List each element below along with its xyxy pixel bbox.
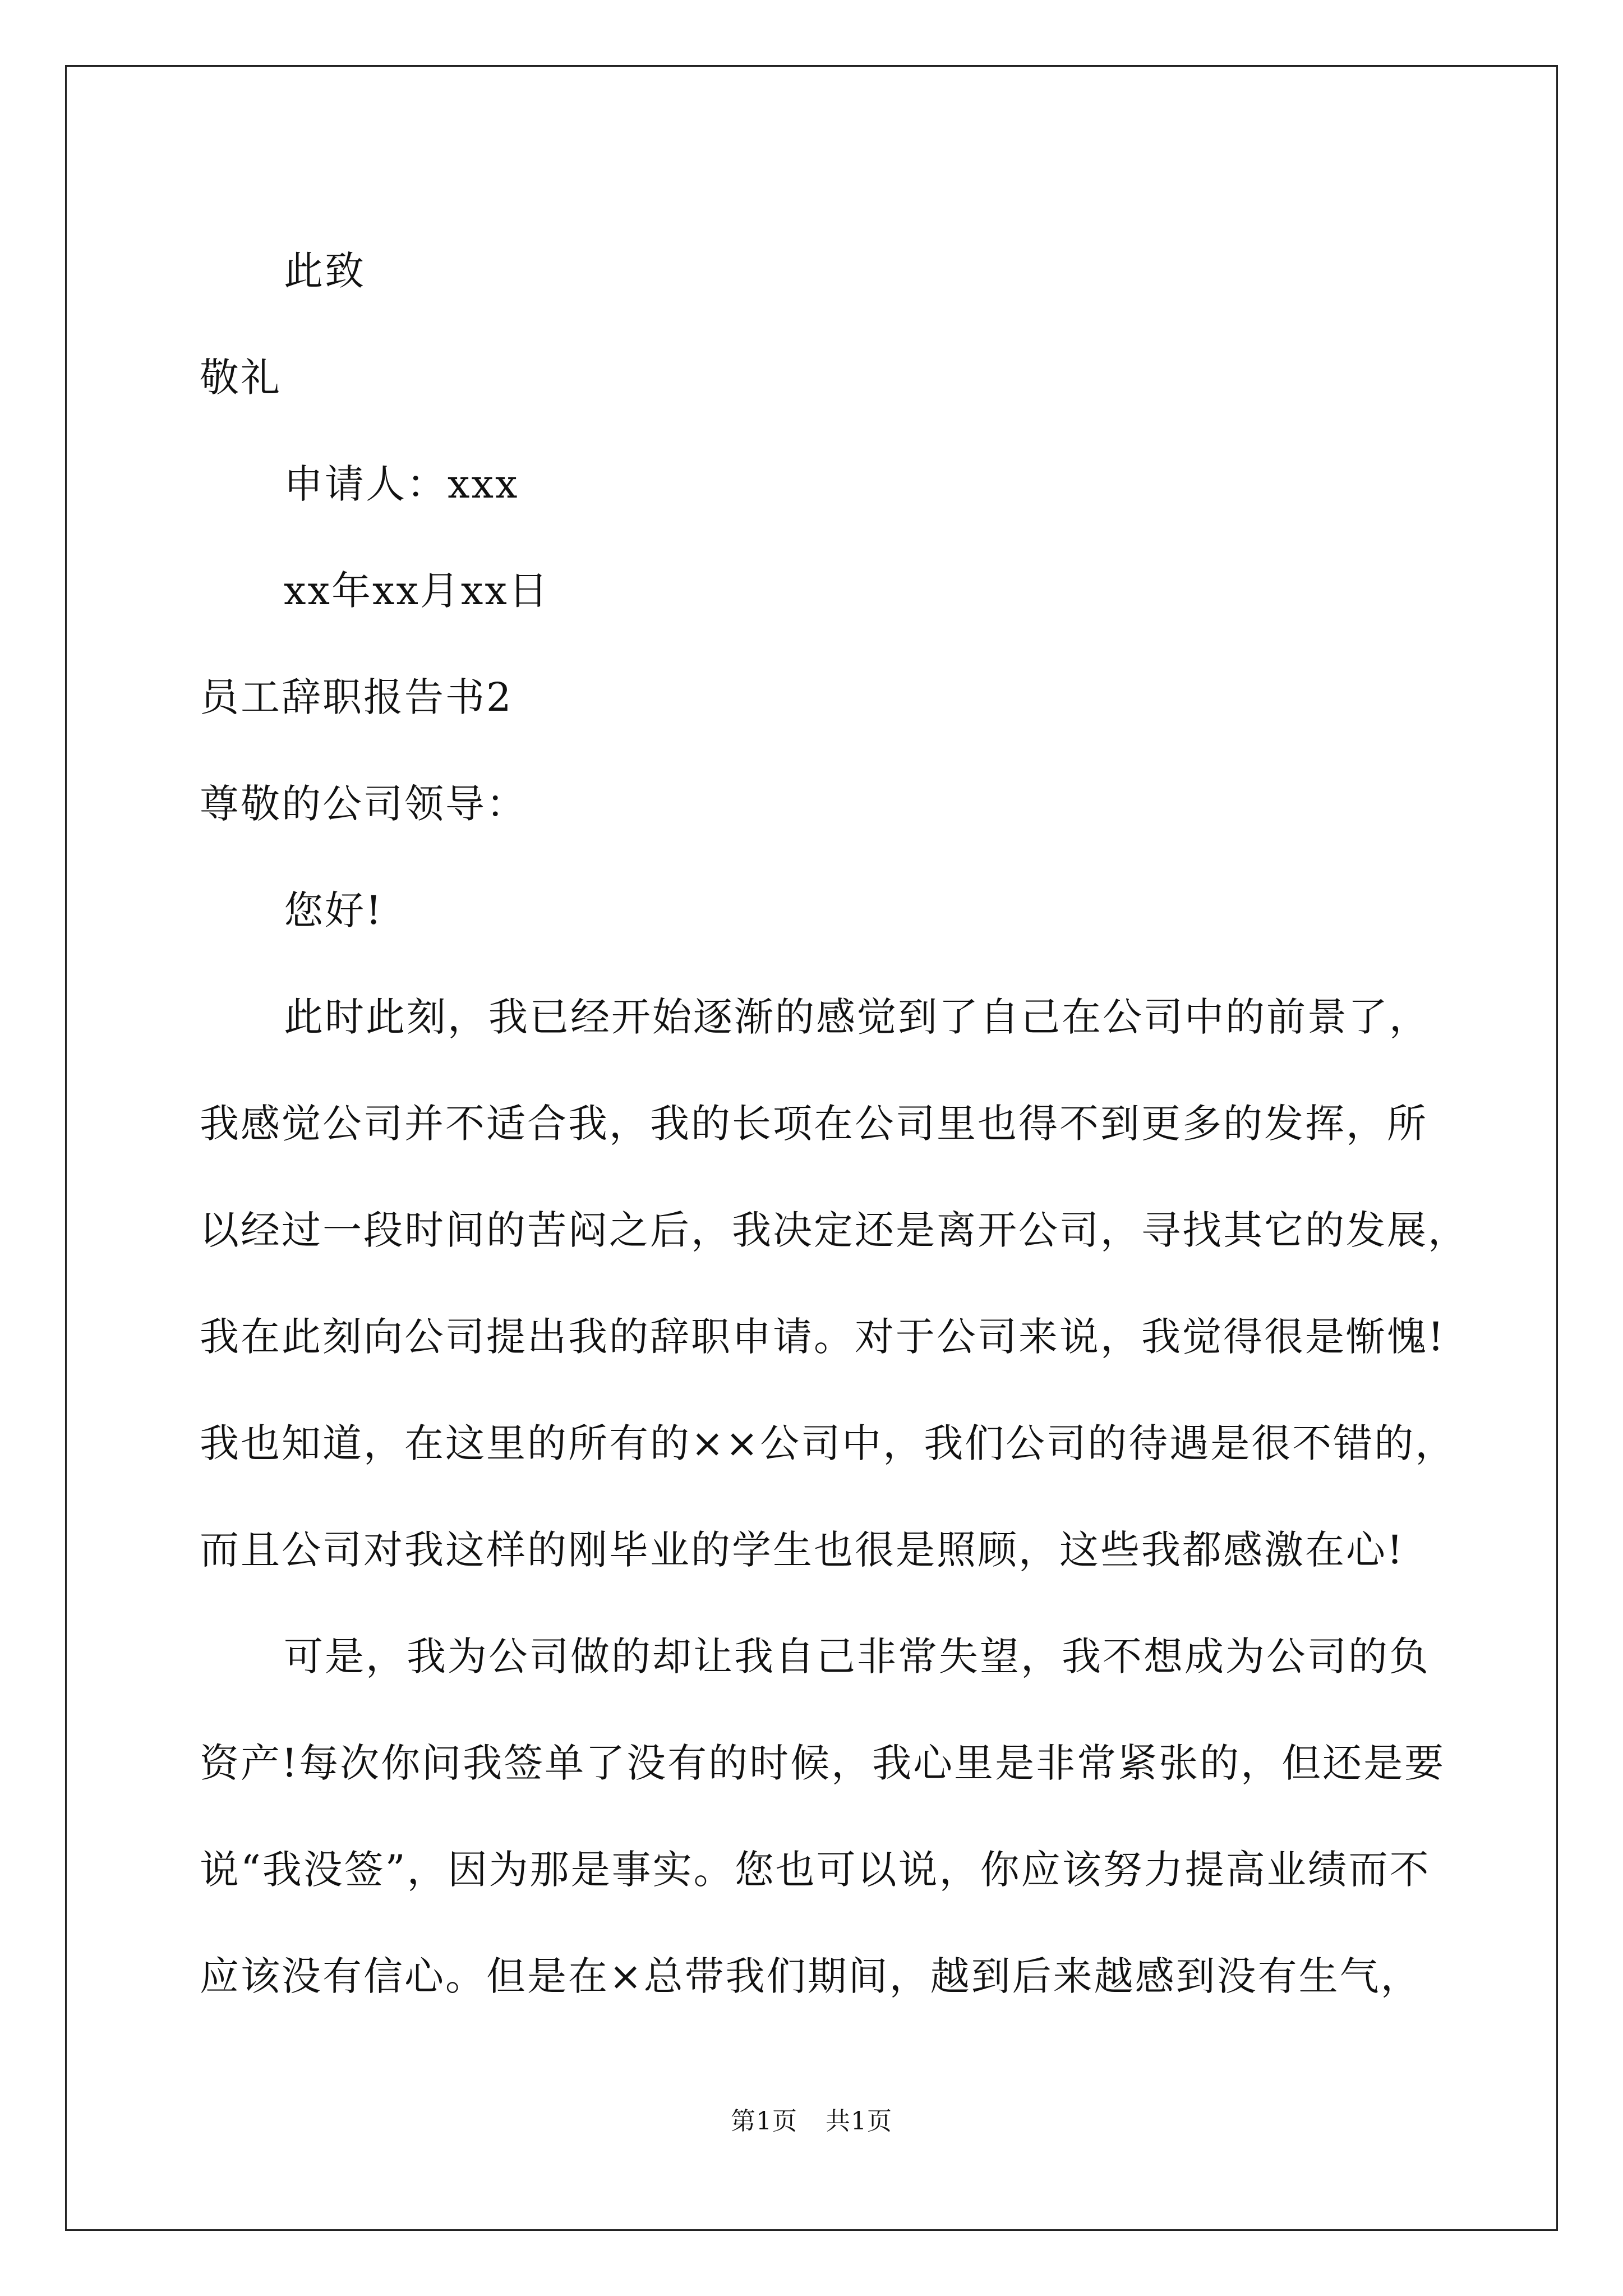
addressee-line: 尊敬的公司领导：: [200, 781, 527, 827]
date-line: xx年xx月xx日: [284, 568, 550, 614]
paragraph-line: 以经过一段时间的苦闷之后，我决定还是离开公司，寻找其它的发展，: [200, 1207, 1469, 1253]
paragraph-line: 此时此刻，我已经开始逐渐的感觉到了自己在公司中的前景了，: [284, 994, 1430, 1040]
paragraph-line: 说“我没签”，因为那是事实。您也可以说，你应该努力提高业绩而不: [200, 1847, 1431, 1893]
paragraph-line: 我也知道，在这里的所有的××公司中，我们公司的待遇是很不错的，: [200, 1420, 1456, 1466]
paragraph-line: 我感觉公司并不适合我，我的长项在公司里也得不到更多的发挥，所: [200, 1101, 1428, 1147]
applicant-line: 申请人：xxx: [284, 461, 519, 507]
greeting-line: 您好!: [284, 887, 384, 933]
section-title: 员工辞职报告书2: [200, 674, 513, 720]
paragraph-line: 我在此刻向公司提出我的辞职申请。对于公司来说，我觉得很是惭愧!: [200, 1314, 1446, 1360]
paragraph-line: 而且公司对我这样的刚毕业的学生也很是照顾，这些我都感激在心!: [200, 1527, 1405, 1573]
page-footer: [0, 2105, 1623, 2138]
paragraph-line: 可是，我为公司做的却让我自己非常失望，我不想成为公司的负: [284, 1634, 1430, 1680]
paragraph-line: 资产!每次你问我签单了没有的时候，我心里是非常紧张的，但还是要: [200, 1740, 1446, 1786]
page-total: 共1页: [826, 2107, 892, 2136]
paragraph-line: 应该没有信心。但是在×总带我们期间，越到后来越感到没有生气，: [200, 1953, 1422, 1999]
salutation-line: 敬礼: [200, 355, 282, 401]
page-number: 第1页: [731, 2107, 797, 2136]
closing-line: 此致: [284, 248, 366, 294]
document-body: [200, 218, 1478, 2030]
